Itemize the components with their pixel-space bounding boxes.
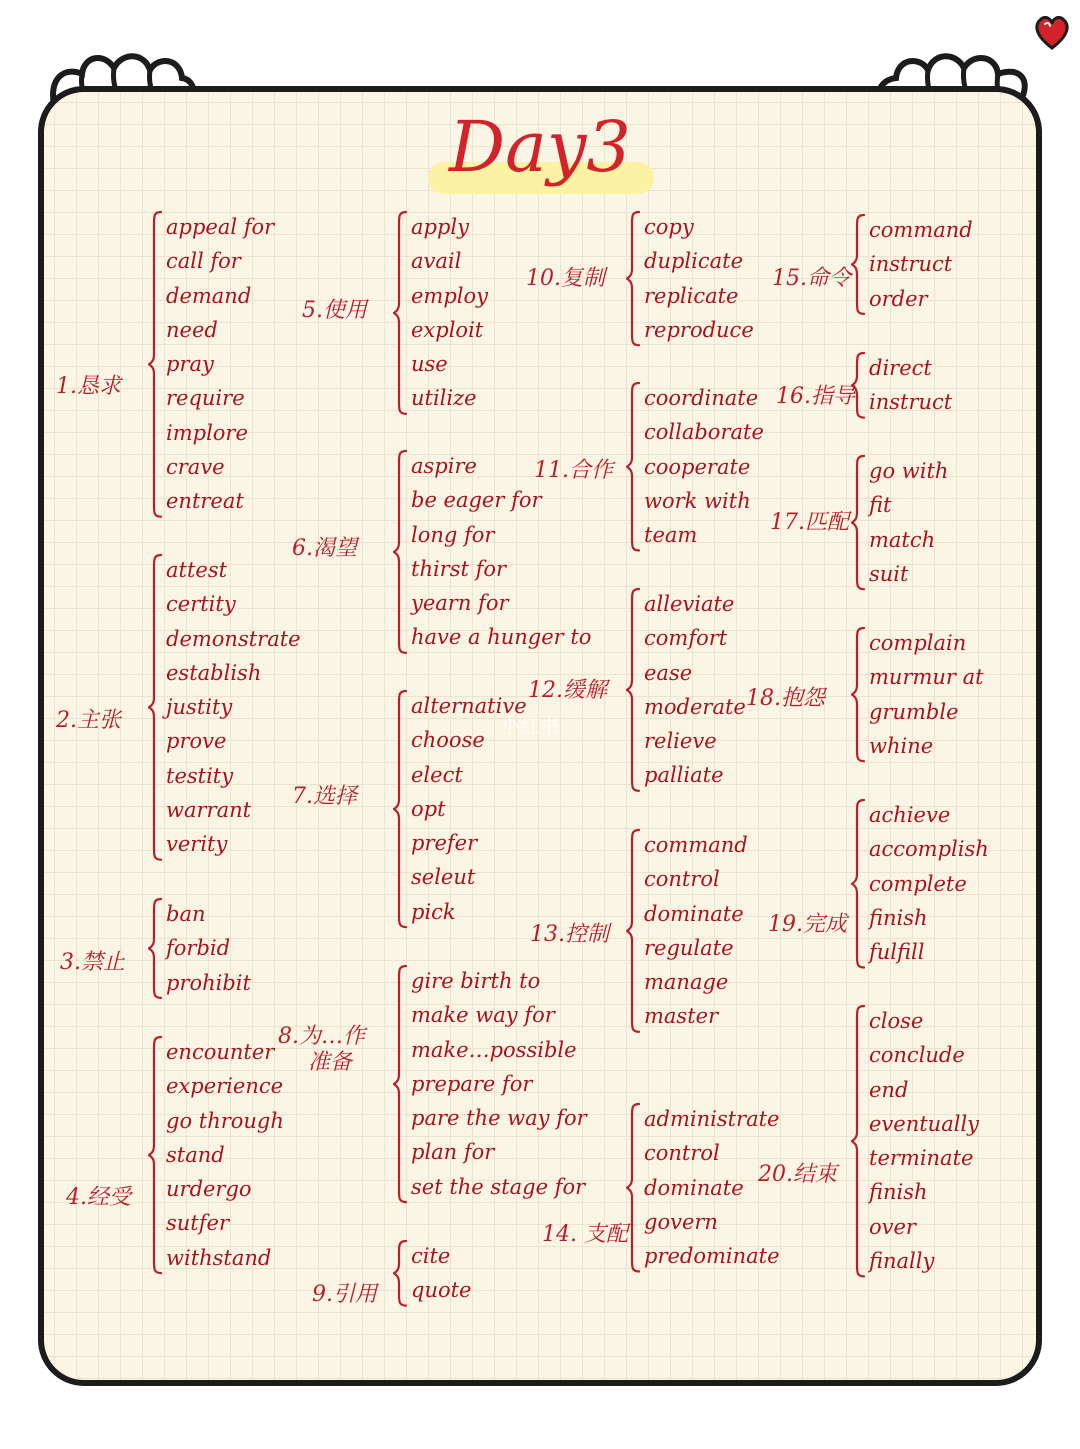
vocab-word: duplicate (644, 249, 743, 274)
curly-brace (851, 1004, 867, 1278)
curly-brace (393, 689, 409, 929)
vocab-word: experience (166, 1074, 284, 1099)
vocab-word: end (869, 1077, 909, 1102)
vocab-word: predominate (644, 1244, 780, 1269)
vocab-word: testity (166, 763, 234, 788)
vocab-word: encounter (166, 1040, 275, 1064)
vocab-word: need (166, 317, 218, 342)
word-list (869, 626, 984, 763)
vocab-word: appeal for (166, 215, 275, 239)
vocab-word: seleut (411, 865, 476, 890)
vocab-word: copy (644, 215, 694, 239)
curly-brace (148, 553, 164, 862)
vocab-word: comfort (644, 626, 728, 651)
vocab-word: have a hunger to (411, 625, 592, 650)
group-label: 14. 支配 (542, 1222, 628, 1247)
word-list (166, 897, 251, 1000)
vocab-word: order (869, 286, 928, 311)
vocab-word: work with (644, 488, 751, 513)
vocab-word: pray (166, 352, 214, 377)
word-list (166, 553, 301, 862)
vocab-word: utilize (411, 386, 477, 411)
word-list (166, 1035, 284, 1275)
vocab-word: stand (166, 1142, 225, 1167)
group-label: 2.主张 (56, 708, 121, 733)
vocab-word: match (869, 527, 936, 552)
vocab-word: relieve (644, 729, 717, 754)
vocab-word: demonstrate (166, 626, 301, 651)
vocab-word: withstand (166, 1245, 272, 1270)
vocab-word: dominate (644, 901, 744, 926)
vocab-word: choose (411, 728, 485, 753)
vocab-word: reproduce (644, 317, 754, 342)
word-list (411, 1239, 471, 1308)
group-label: 12.缓解 (528, 678, 607, 703)
vocab-word: sutfer (166, 1211, 229, 1236)
curly-brace (148, 1035, 164, 1275)
vocab-word: manage (644, 970, 729, 995)
vocab-word: implore (166, 420, 248, 445)
group-label: 11.合作 (534, 458, 613, 483)
vocab-word: warrant (166, 798, 252, 823)
word-list (644, 381, 764, 552)
curly-brace (626, 587, 642, 793)
word-list (644, 828, 748, 1034)
curly-brace (626, 210, 642, 347)
vocab-word: grumble (869, 699, 959, 724)
vocab-word: command (644, 833, 748, 857)
vocab-word: use (411, 352, 448, 377)
page-title: Day3 (449, 106, 631, 188)
word-list (869, 213, 973, 316)
vocab-word: elect (411, 762, 463, 787)
vocab-word: plan for (411, 1140, 495, 1165)
word-list (869, 798, 989, 969)
vocab-word: require (166, 386, 245, 411)
curly-brace (393, 210, 409, 416)
vocab-word: complete (869, 871, 967, 896)
vocab-word: set the stage for (411, 1174, 586, 1199)
vocab-word: whine (869, 733, 934, 758)
vocab-word: administrate (644, 1107, 780, 1131)
vocab-word: alternative (411, 694, 527, 718)
vocab-word: apply (411, 215, 469, 239)
vocab-word: cooperate (644, 454, 751, 479)
group-label: 13.控制 (530, 922, 609, 947)
vocab-word: command (869, 218, 973, 242)
vocab-word: prefer (411, 831, 478, 856)
vocab-word: close (869, 1009, 924, 1033)
vocab-word: govern (644, 1209, 718, 1234)
vocab-word: terminate (869, 1146, 974, 1171)
vocab-word: control (644, 867, 720, 892)
vocab-word: finish (869, 1180, 928, 1205)
word-list (644, 587, 746, 793)
group-label: 19.完成 (768, 912, 847, 937)
vocab-word: instruct (869, 252, 953, 277)
vocab-word: suit (869, 561, 909, 586)
word-list (644, 210, 754, 347)
vocab-word: ease (644, 660, 693, 685)
vocab-word: go with (869, 459, 949, 483)
vocab-word: ban (166, 902, 206, 926)
group-label: 7.选择 (292, 784, 357, 809)
word-list (166, 210, 274, 519)
vocab-word: pick (411, 899, 456, 924)
vocab-word: go through (166, 1108, 284, 1133)
curly-brace (851, 213, 867, 316)
curly-brace (626, 1102, 642, 1274)
word-list (411, 689, 527, 929)
vocab-word: murmur at (869, 665, 984, 690)
curly-brace (851, 626, 867, 763)
vocab-word: alleviate (644, 592, 735, 616)
vocab-word: pare the way for (411, 1106, 587, 1131)
curly-brace (393, 964, 409, 1204)
vocab-word: avail (411, 249, 462, 274)
vocab-word: finally (869, 1249, 935, 1274)
vocab-word: team (644, 523, 698, 548)
group-label: 15.命令 (772, 266, 851, 291)
group-label: 5.使用 (302, 298, 367, 323)
vocab-word: regulate (644, 935, 734, 960)
vocab-word: exploit (411, 317, 484, 342)
vocab-word: moderate (644, 694, 746, 719)
curly-brace (851, 798, 867, 970)
group-label: 20.结束 (758, 1162, 837, 1187)
vocab-word: fit (869, 493, 892, 518)
vocab-word: opt (411, 796, 446, 821)
vocab-word: be eager for (411, 488, 542, 513)
curly-brace (851, 351, 867, 420)
vocab-word: control (644, 1141, 720, 1166)
vocab-word: collaborate (644, 420, 764, 445)
vocab-word: make…possible (411, 1037, 577, 1062)
vocab-word: urdergo (166, 1177, 252, 1202)
group-label: 16.指导 (776, 384, 855, 409)
vocab-word: conclude (869, 1043, 965, 1068)
vocab-word: palliate (644, 763, 724, 788)
vocab-word: finish (869, 905, 928, 930)
vocab-word: master (644, 1004, 719, 1029)
group-label: 17.匹配 (770, 510, 849, 535)
word-list (411, 210, 488, 416)
vocab-word: call for (166, 249, 241, 274)
vocab-word: long for (411, 522, 495, 547)
vocab-word: accomplish (869, 837, 989, 862)
vocab-word: complain (869, 631, 967, 655)
vocab-word: dominate (644, 1175, 744, 1200)
vocab-word: crave (166, 455, 225, 480)
vocab-word: prepare for (411, 1071, 533, 1096)
word-list (411, 964, 587, 1204)
vocab-word: coordinate (644, 386, 759, 410)
curly-brace (393, 1239, 409, 1308)
vocab-word: justity (166, 695, 233, 720)
group-label: 6.渴望 (292, 536, 357, 561)
curly-brace (851, 454, 867, 591)
vocab-word: yearn for (411, 591, 509, 616)
curly-brace (148, 210, 164, 519)
curly-brace (393, 449, 409, 655)
word-list (869, 351, 952, 420)
curly-brace (626, 828, 642, 1034)
vocab-word: establish (166, 660, 262, 685)
vocab-word: replicate (644, 283, 739, 308)
vocab-word: employ (411, 283, 489, 308)
vocab-word: make way for (411, 1003, 555, 1028)
vocab-word: certity (166, 592, 236, 617)
vocab-word: direct (869, 356, 932, 380)
vocab-word: verity (166, 832, 228, 857)
group-label: 3.禁止 (60, 950, 125, 975)
vocab-word: eventually (869, 1111, 980, 1136)
vocab-word: fulfill (869, 940, 925, 965)
word-list (869, 454, 948, 591)
vocab-word: quote (411, 1278, 472, 1303)
vocab-word: forbid (166, 936, 231, 961)
group-label: 18.抱怨 (746, 686, 825, 711)
group-label: 1.恳求 (56, 374, 121, 399)
vocab-word: prohibit (166, 970, 251, 995)
vocab-word: gire birth to (411, 969, 541, 993)
vocab-word: over (869, 1214, 916, 1239)
group-label: 4.经受 (66, 1185, 131, 1210)
heart-icon (1030, 10, 1074, 54)
group-label: 8.为…作 准备 (278, 1024, 365, 1075)
vocab-word: achieve (869, 803, 951, 827)
vocab-word: entreat (166, 489, 244, 514)
vocab-word: attest (166, 558, 228, 582)
group-label: 9.引用 (312, 1282, 377, 1307)
word-list (869, 1004, 979, 1278)
vocab-word: demand (166, 283, 252, 308)
curly-brace (148, 897, 164, 1000)
curly-brace (626, 381, 642, 553)
watermark: 小红书 (500, 714, 560, 738)
vocab-word: cite (411, 1244, 451, 1268)
vocab-word: aspire (411, 454, 477, 478)
vocab-word: thirst for (411, 556, 507, 581)
group-label: 10.复制 (526, 266, 605, 291)
vocab-word: prove (166, 729, 227, 754)
vocab-word: instruct (869, 390, 953, 415)
